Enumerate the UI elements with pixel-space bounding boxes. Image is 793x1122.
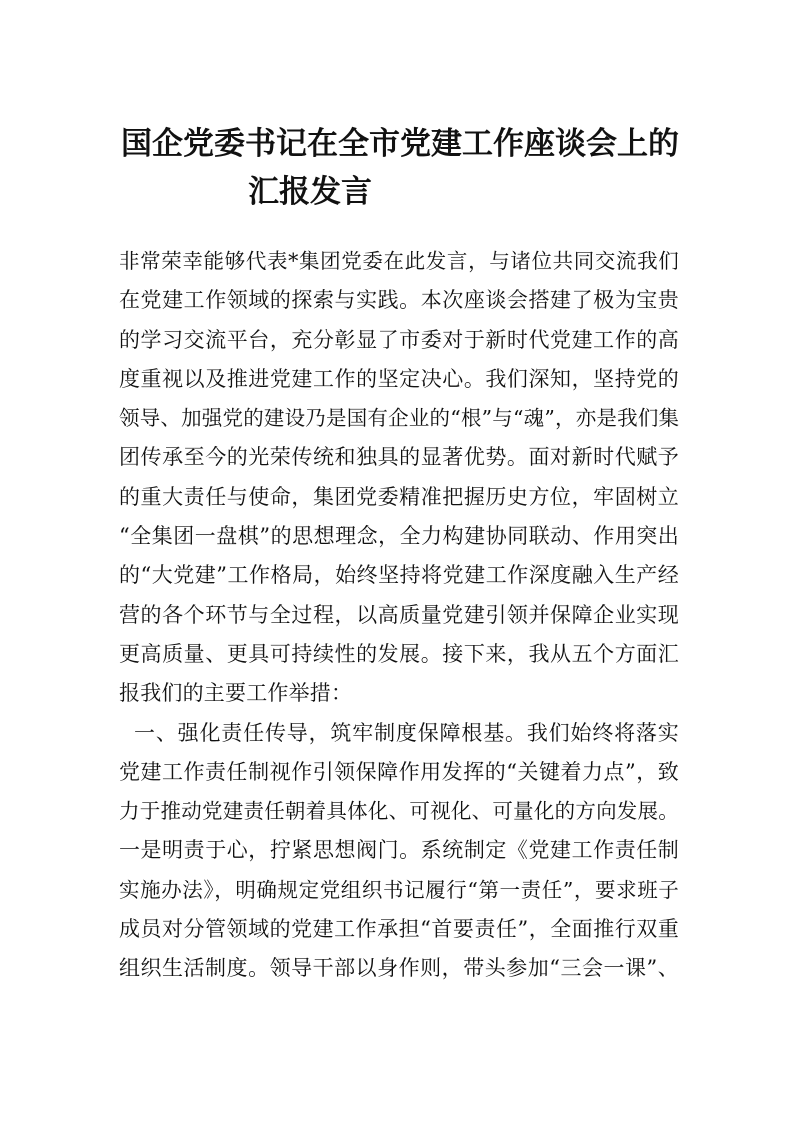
body-line: 度重视以及推进党建工作的坚定决心。我们深知，坚持党的 — [119, 366, 679, 391]
body-line: 组织生活制度。领导干部以身作则，带头参加“三会一课”、 — [119, 956, 679, 981]
body-line: 实施办法》，明确规定党组织书记履行“第一责任”，要求班子 — [119, 877, 679, 902]
body-line: 领导、加强党的建设乃是国有企业的“根”与“魂”，亦是我们集 — [119, 406, 680, 431]
body-line: 非常荣幸能够代表*集团党委在此发言，与诸位共同交流我们 — [119, 249, 679, 273]
body-line: 在党建工作领域的探索与实践。本次座谈会搭建了极为宝贵 — [119, 288, 679, 313]
body-line: 的“大党建”工作格局，始终坚持将党建工作深度融入生产经 — [119, 563, 679, 588]
body-line: 的学习交流平台，充分彰显了市委对于新时代党建工作的高 — [119, 327, 679, 352]
body-line: 成员对分管领域的党建工作承担“首要责任”，全面推行双重 — [119, 917, 679, 942]
body-line: 力于推动党建责任朝着具体化、可视化、可量化的方向发展。 — [119, 799, 679, 824]
document-title-line-2: 汇报发言 — [248, 174, 372, 210]
body-line: 更高质量、更具可持续性的发展。接下来，我从五个方面汇 — [119, 641, 679, 666]
body-line: 团传承至今的光荣传统和独具的显著优势。面对新时代赋予 — [119, 445, 679, 470]
document-body — [119, 242, 679, 989]
document-title-line-1: 国企党委书记在全市党建工作座谈会上的 — [121, 126, 679, 162]
body-line: 一、强化责任传导，筑牢制度保障根基。我们始终将落实 — [119, 720, 679, 745]
body-line: 的重大责任与使命，集团党委精准把握历史方位，牢固树立 — [119, 484, 679, 509]
body-line: 报我们的主要工作举措： — [119, 681, 353, 706]
body-line: “全集团一盘棋”的思想理念，全力构建协同联动、作用突出 — [119, 524, 679, 549]
body-line: 营的各个环节与全过程，以高质量党建引领并保障企业实现 — [119, 602, 679, 627]
body-line: 一是明责于心，拧紧思想阀门。系统制定《党建工作责任制 — [119, 838, 679, 863]
body-line: 党建工作责任制视作引领保障作用发挥的“关键着力点”，致 — [119, 759, 679, 784]
